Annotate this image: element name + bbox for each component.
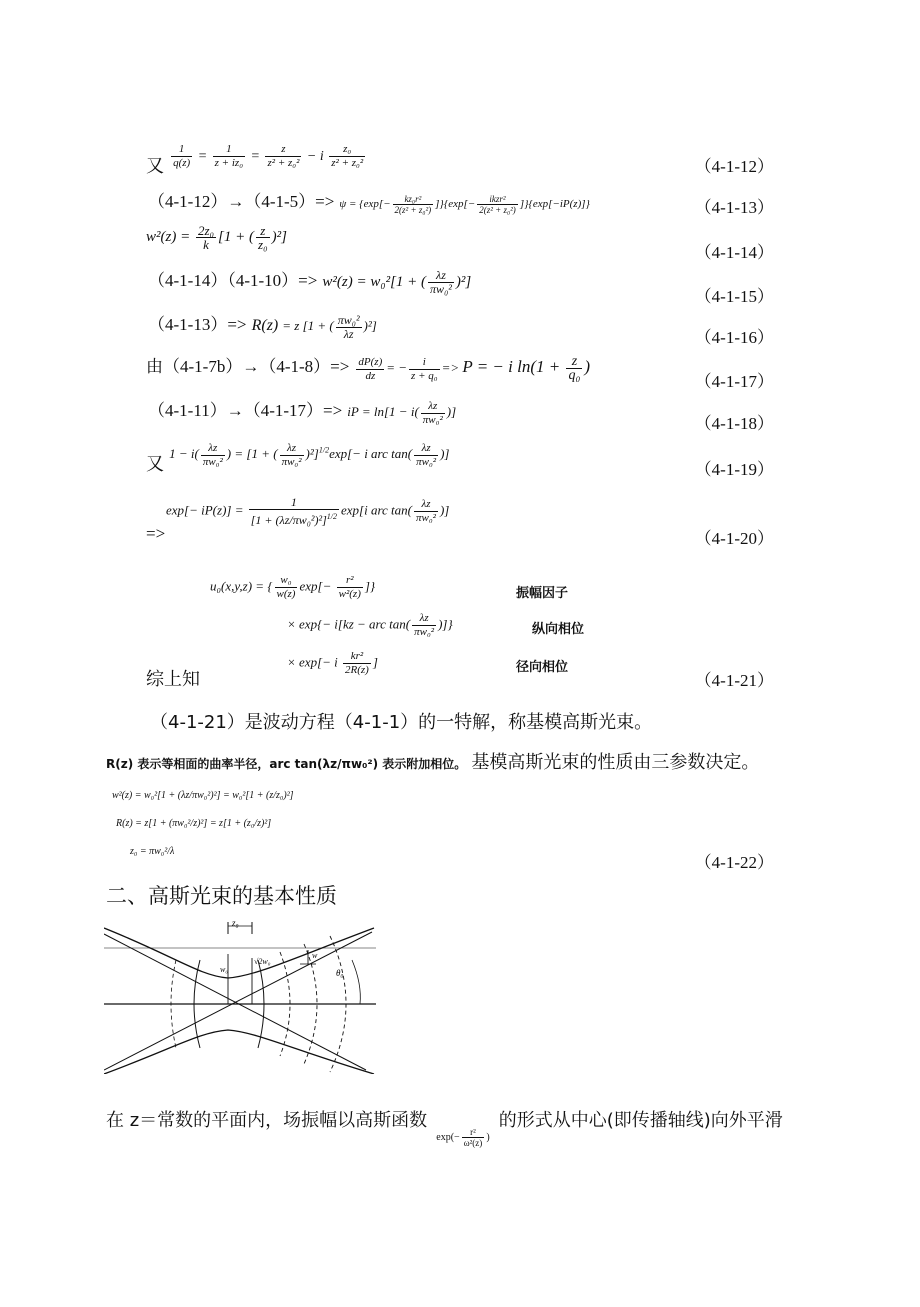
label-sqrt2w0: √2w₀ bbox=[254, 957, 271, 966]
section-title: 二、高斯光束的基本性质 bbox=[106, 884, 337, 908]
eq-number-4-1-18: （4-1-18） bbox=[694, 414, 774, 433]
bottom-text-before: 在 z＝常数的平面内，场振幅以高斯函数 bbox=[106, 1110, 428, 1131]
eq-4-1-19-row bbox=[146, 438, 450, 475]
eq-4-1-17-math: $\frac{dP(z)}{dz}$ = − $\frac{i}{\text{z + q₀}}$ => P = − i ln(1 + $\frac{z}{\text{q₀}}$ ) bbox=[358, 353, 591, 383]
prefix-7b-8: 由（4-1-7b）→（4-1-8）=> bbox=[146, 357, 350, 376]
eq-4-1-22-line3: z₀ = πw₀²/λ bbox=[130, 846, 175, 857]
eq-4-1-22-line1: w²(z) = w₀²[1 + (λz/πw₀²)²] = w₀²[1 + (z/z₀)²] bbox=[112, 790, 294, 801]
label-theta0: θ₀ bbox=[336, 968, 344, 978]
bottom-paragraph bbox=[106, 1106, 783, 1149]
eq-number-4-1-15: （4-1-15） bbox=[694, 287, 774, 306]
eq-number-4-1-19: （4-1-19） bbox=[694, 460, 774, 479]
eq-4-1-13-row bbox=[148, 187, 590, 215]
eq-4-1-18-row bbox=[148, 396, 456, 427]
eq-4-1-15-math: w²(z) = w₀²[1 + ( $\frac{\lambda z}{\text{πw₀²}}$ )²] bbox=[322, 268, 472, 297]
eq-4-1-16-row bbox=[148, 310, 377, 341]
label-w: w bbox=[312, 951, 318, 960]
three-params-sentence: 基模高斯光束的性质由三参数决定。 bbox=[471, 752, 760, 773]
eq-4-1-14-math: w²(z) = $\frac{\text{2z₀}}{k}$ [1 + ( $\frac{z}{\text{z₀}}$ )²] bbox=[146, 223, 287, 252]
label-z0: z₀ bbox=[232, 918, 239, 928]
prefix-11-17: （4-1-11）→（4-1-17）=> bbox=[148, 401, 343, 420]
eq-4-1-15-row bbox=[148, 266, 471, 296]
eq-4-1-13-math: ψ = {exp[− $\frac{\text{kz₀r²}}{\text{2(z² + z₀²)}}$ ]}{exp[− $\frac{\text{ikzr²}}{\text{2(z² + z₀²)}}$ ]}{exp[−iP(z)]} bbox=[339, 193, 590, 215]
eq-number-4-1-21: （4-1-21） bbox=[694, 671, 774, 690]
prefix-implies: => bbox=[146, 524, 166, 543]
prefix-conclusion: 综上知 bbox=[146, 669, 200, 690]
eq-4-1-21-line1: u₀(x,y,z) = { $\frac{\text{w₀}}{w(z)}$ exp[− $\frac{\text{r²}}{\text{w²(z)}}$ ]} bbox=[210, 574, 376, 600]
prefix-you-2: 又 bbox=[146, 454, 164, 475]
eq-4-1-21-line3: × exp[− i $\frac{\text{kr²}}{2R(z)}$ ] bbox=[287, 650, 378, 676]
eq-4-1-12-row bbox=[146, 140, 367, 177]
eq-number-4-1-20: （4-1-20） bbox=[694, 529, 774, 548]
eq-number-4-1-14: （4-1-14） bbox=[694, 243, 774, 262]
eq-number-4-1-17: （4-1-17） bbox=[694, 372, 774, 391]
eq-4-1-19-math: 1 − i( $\frac{\lambda z}{\text{πw₀²}}$ ) = [1 + ( $\frac{\lambda z}{\text{πw₀²}}$ )²]$^{1/2}$exp[− i arc tan( $\frac{\lambda z}{\text{πw₀²}}$ )] bbox=[169, 441, 450, 468]
label-longitudinal-phase: 纵向相位 bbox=[532, 622, 585, 637]
eq-4-1-21-line2: × exp{− i[kz − arc tan( $\frac{\lambda z}{\text{πw₀²}}$ )]} bbox=[287, 612, 453, 638]
prefix-12-to-5: （4-1-12）→（4-1-5）=> bbox=[148, 192, 335, 211]
solution-sentence: （4-1-21）是波动方程（4-1-1）的一特解，称基模高斯光束。 bbox=[150, 712, 653, 733]
label-amplitude-factor: 振幅因子 bbox=[516, 586, 569, 601]
eq-number-4-1-16: （4-1-16） bbox=[694, 328, 774, 347]
label-w0: w₀ bbox=[220, 965, 229, 974]
eq-number-4-1-13: （4-1-13） bbox=[694, 198, 774, 217]
prefix-13: （4-1-13）=> bbox=[148, 315, 247, 334]
eq-4-1-22-line2: R(z) = z[1 + (πw₀²/z)²] = z[1 + (z₀/z)²] bbox=[116, 818, 272, 829]
eq-4-1-18-math: iP = ln[1 − i( $\frac{\lambda z}{\text{πw₀²}}$ )] bbox=[347, 399, 457, 426]
eq-number-4-1-22: （4-1-22） bbox=[694, 853, 774, 872]
label-radial-phase: 径向相位 bbox=[516, 660, 569, 675]
eq-4-1-12-math: $\frac{1}{q(z)}$ = $\frac{1}{\text{z + iz₀}}$ = $\frac{z}{\text{z² + z₀²}}$ − i $\frac{\text{z₀}}{\text{z² + z₀²}}$ bbox=[173, 143, 364, 170]
eq-number-4-1-12: （4-1-12） bbox=[694, 157, 774, 176]
bottom-gauss-expr: exp(− $\frac{\text{r²}}{\text{ω²(z)}}$ ) bbox=[436, 1127, 490, 1149]
r-desc-row bbox=[106, 748, 759, 774]
r-desc: R(z) 表示等相面的曲率半径，arc tan(λz/πw₀²) 表示附加相位。 bbox=[106, 757, 467, 771]
eq-4-1-20-math: exp[− iP(z)] = $\frac{1}{[1 + (\lambda z/\pi w_0^2)^2]^{1/2}}$ exp[i arc tan( $\frac{\lambda z}{\text{πw₀²}}$ )] bbox=[166, 495, 450, 527]
gaussian-beam-figure bbox=[104, 914, 376, 1074]
bottom-text-after: 的形式从中心(即传播轴线)向外平滑 bbox=[498, 1110, 783, 1131]
eq-4-1-17-row bbox=[146, 352, 590, 383]
prefix-you: 又 bbox=[146, 156, 164, 177]
prefix-14-10: （4-1-14）（4-1-10）=> bbox=[148, 271, 318, 290]
eq-4-1-16-math: R(z) = z [1 + ( $\frac{\text{πw₀²}}{\lambda z}$ )²] bbox=[251, 312, 377, 341]
